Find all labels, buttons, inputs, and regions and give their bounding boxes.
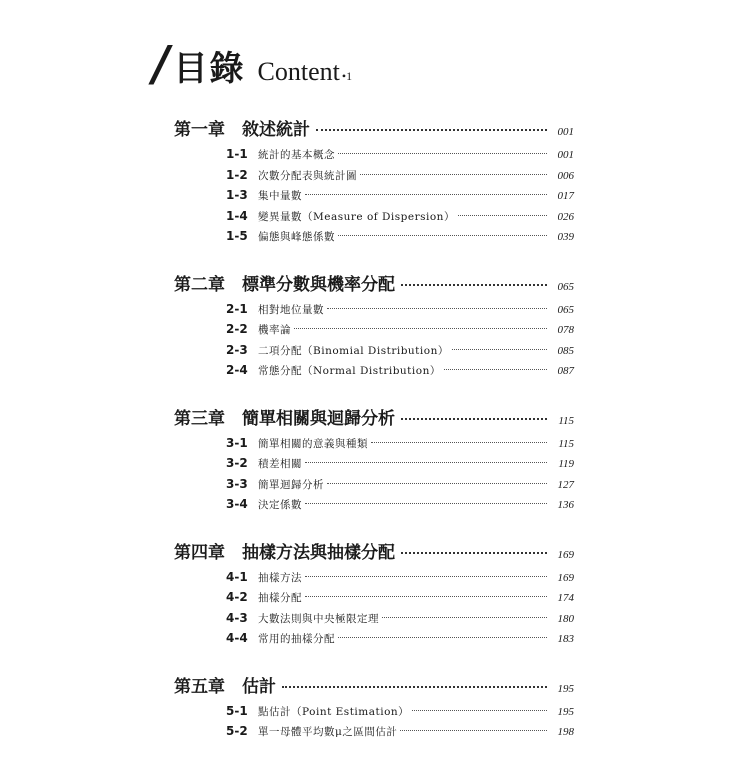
title-chinese: 目錄 xyxy=(173,49,246,89)
dot-leader xyxy=(327,308,547,309)
section-title: 抽樣分配 xyxy=(258,592,302,604)
section-number: 1-3 xyxy=(226,188,248,202)
section-entry[interactable] xyxy=(226,363,574,384)
section-entry[interactable] xyxy=(226,704,574,725)
section-number: 4-3 xyxy=(226,610,248,625)
chapter-page-number: 195 xyxy=(557,682,574,695)
dot-leader xyxy=(338,153,547,154)
dot-leader xyxy=(401,552,547,554)
section-list xyxy=(226,570,574,652)
dot-leader xyxy=(400,730,547,731)
title-english: Content xyxy=(257,57,340,86)
section-entry[interactable] xyxy=(226,168,574,189)
section-title: 簡單相關的意義與種類 xyxy=(258,437,368,450)
chapter-block xyxy=(174,404,574,518)
section-number: 2-1 xyxy=(226,301,248,316)
section-list xyxy=(226,302,574,384)
section-list xyxy=(226,704,574,745)
dot-leader xyxy=(338,637,547,638)
section-number: 4-4 xyxy=(226,631,248,645)
section-title: 簡單迴歸分析 xyxy=(258,478,324,491)
section-title: 次數分配表與統計圖 xyxy=(258,169,357,182)
section-entry[interactable] xyxy=(226,229,574,250)
section-title: 變異量數（Measure of Dispersion） xyxy=(258,210,455,223)
dot-leader xyxy=(401,418,547,420)
section-title: 大數法則與中央極限定理 xyxy=(258,612,379,625)
section-title: 統計的基本概念 xyxy=(258,149,335,161)
chapter-entry[interactable] xyxy=(174,538,574,566)
section-entry[interactable] xyxy=(226,590,574,611)
dot-leader xyxy=(294,328,547,329)
chapter-page-number: 169 xyxy=(557,548,574,561)
section-list xyxy=(226,436,574,518)
dot-leader xyxy=(458,215,547,216)
chapter-entry[interactable] xyxy=(174,115,574,143)
section-entry[interactable] xyxy=(226,343,574,364)
dot-leader xyxy=(444,369,547,370)
dot-leader xyxy=(305,596,547,597)
chapter-entry[interactable] xyxy=(174,672,574,700)
chapter-number: 第四章 xyxy=(174,542,225,563)
section-list xyxy=(226,147,574,250)
section-number: 3-3 xyxy=(226,476,248,491)
section-entry[interactable] xyxy=(226,497,574,518)
section-entry[interactable] xyxy=(226,209,574,230)
section-number: 5-1 xyxy=(226,703,248,718)
section-page-number: 006 xyxy=(557,169,574,182)
section-page-number: 078 xyxy=(557,324,574,336)
section-page-number: 085 xyxy=(557,344,574,357)
dot-leader xyxy=(305,462,547,463)
chapter-page-number: 065 xyxy=(557,280,574,293)
section-number: 1-5 xyxy=(226,229,248,243)
chapter-number: 第二章 xyxy=(174,274,225,295)
section-entry[interactable] xyxy=(226,322,574,343)
section-number: 1-1 xyxy=(226,147,248,161)
dot-leader xyxy=(338,235,547,236)
header-slash: / xyxy=(147,36,175,92)
toc-header xyxy=(147,36,353,92)
section-title: 決定係數 xyxy=(258,499,302,511)
toc-list xyxy=(174,115,574,765)
dot-leader xyxy=(327,483,547,484)
section-title: 抽樣方法 xyxy=(258,571,302,584)
section-number: 4-1 xyxy=(226,569,248,584)
chapter-title: 抽樣方法與抽樣分配 xyxy=(242,542,395,563)
dot-leader xyxy=(412,710,547,711)
section-number: 3-2 xyxy=(226,456,248,470)
dot-leader xyxy=(360,174,547,175)
section-title: 積差相關 xyxy=(258,458,302,470)
section-number: 1-4 xyxy=(226,208,248,223)
section-entry[interactable] xyxy=(226,477,574,498)
dot-leader xyxy=(401,284,547,286)
section-number: 3-1 xyxy=(226,435,248,450)
section-page-number: 183 xyxy=(557,633,574,645)
section-entry[interactable] xyxy=(226,456,574,477)
chapter-number: 第五章 xyxy=(174,676,225,697)
section-entry[interactable] xyxy=(226,188,574,209)
dot-leader xyxy=(305,194,547,195)
section-page-number: 065 xyxy=(557,303,574,316)
chapter-block xyxy=(174,538,574,652)
chapter-block xyxy=(174,115,574,250)
chapter-block xyxy=(174,672,574,745)
chapter-page-number: 001 xyxy=(557,126,574,138)
section-page-number: 169 xyxy=(557,571,574,584)
section-page-number: 115 xyxy=(558,437,574,450)
title-suffix: •1 xyxy=(341,69,353,83)
section-entry[interactable] xyxy=(226,724,574,745)
chapter-page-number: 115 xyxy=(558,414,574,427)
section-number: 5-2 xyxy=(226,724,248,738)
section-page-number: 026 xyxy=(557,210,574,223)
section-title: 集中量數 xyxy=(258,190,302,202)
dot-leader xyxy=(282,686,547,688)
section-entry[interactable] xyxy=(226,611,574,632)
section-page-number: 119 xyxy=(558,458,574,470)
section-page-number: 195 xyxy=(557,705,574,718)
section-title: 常用的抽樣分配 xyxy=(258,633,335,645)
chapter-entry[interactable] xyxy=(174,270,574,298)
section-number: 1-2 xyxy=(226,167,248,182)
section-number: 4-2 xyxy=(226,590,248,604)
section-title: 常態分配（Normal Distribution） xyxy=(258,365,441,377)
dot-leader xyxy=(382,617,547,618)
dot-leader xyxy=(305,503,547,504)
section-title: 機率論 xyxy=(258,324,291,336)
dot-leader xyxy=(452,349,547,350)
chapter-number: 第一章 xyxy=(174,120,225,140)
section-title: 相對地位量數 xyxy=(258,303,324,316)
chapter-entry[interactable] xyxy=(174,404,574,432)
chapter-title: 估計 xyxy=(242,676,276,697)
chapter-block xyxy=(174,270,574,384)
section-number: 2-2 xyxy=(226,322,248,336)
section-page-number: 087 xyxy=(557,365,574,377)
dot-leader xyxy=(305,576,547,577)
section-entry[interactable] xyxy=(226,436,574,457)
chapter-title: 簡單相關與迴歸分析 xyxy=(242,408,395,429)
dot-leader xyxy=(316,129,547,131)
section-entry[interactable] xyxy=(226,147,574,168)
section-page-number: 017 xyxy=(557,190,574,202)
section-page-number: 198 xyxy=(557,726,574,738)
section-entry[interactable] xyxy=(226,302,574,323)
chapter-number: 第三章 xyxy=(174,408,225,429)
section-title: 二項分配（Binomial Distribution） xyxy=(258,344,449,357)
section-entry[interactable] xyxy=(226,631,574,652)
section-number: 2-4 xyxy=(226,363,248,377)
section-title: 偏態與峰態係數 xyxy=(258,231,335,243)
section-page-number: 127 xyxy=(557,478,574,491)
section-title: 點估計（Point Estimation） xyxy=(258,705,410,718)
section-page-number: 180 xyxy=(557,612,574,625)
section-page-number: 174 xyxy=(557,592,574,604)
section-page-number: 136 xyxy=(557,499,574,511)
section-entry[interactable] xyxy=(226,570,574,591)
dot-leader xyxy=(371,442,547,443)
chapter-title: 標準分數與機率分配 xyxy=(242,274,395,295)
section-number: 3-4 xyxy=(226,497,248,511)
section-page-number: 001 xyxy=(557,149,574,161)
section-page-number: 039 xyxy=(557,231,574,243)
chapter-title: 敘述統計 xyxy=(242,120,310,140)
section-title: 單一母體平均數μ之區間估計 xyxy=(258,726,398,738)
section-number: 2-3 xyxy=(226,342,248,357)
